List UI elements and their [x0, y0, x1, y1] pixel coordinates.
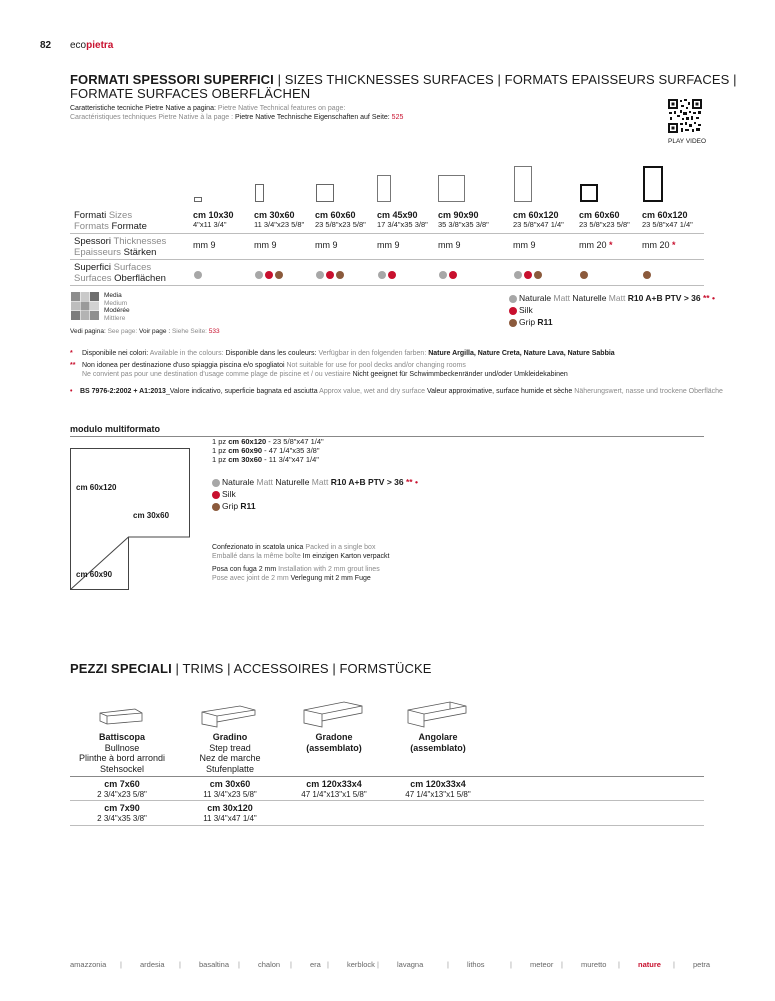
tile-90x90-icon — [438, 175, 465, 202]
red-dot-icon — [388, 271, 396, 279]
thickness-value: mm 9 — [193, 240, 216, 250]
brown-dot-icon — [643, 271, 651, 279]
modulo-tile-c: cm 60x90 — [76, 570, 113, 579]
format-name: cm 90x90 — [438, 210, 479, 220]
grey-dot-icon — [316, 271, 324, 279]
note-text: Approx value, wet and dry surface — [319, 388, 427, 395]
trim-size: cm 7x90 2 3/4"x35 3/8" — [97, 803, 147, 823]
note-text: BS 7976-2:2002 + A1:2013 — [80, 388, 166, 395]
trims-title: PEZZI SPECIALI | TRIMS | ACCESSOIRES | FORMSTÜCKE — [70, 661, 432, 676]
note-text: Nature Argilla, Nature Creta, Nature Lava, Nature Sabbia — [428, 350, 615, 357]
format-name: cm 60x120 — [513, 210, 559, 220]
thickness-cell — [438, 240, 461, 250]
footer-nav-ardesia[interactable]: ardesia — [140, 960, 165, 969]
legend-mark: ** • — [702, 293, 715, 303]
see-it: Vedi pagina: — [70, 328, 108, 335]
variation-en: Medium — [104, 299, 128, 307]
thickness-value: mm 9 — [438, 240, 461, 250]
format-name: cm 60x120 — [642, 210, 688, 220]
gradone-icon — [302, 700, 364, 733]
thickness-cell — [315, 240, 338, 250]
tech-ref-en: Pietre Native Technical features on page: — [217, 105, 346, 112]
tile-30x60-icon — [255, 184, 264, 202]
legend-text: Grip — [519, 317, 538, 327]
trim-size: cm 120x33x4 47 1/4"x13"x1 5/8" — [301, 779, 367, 799]
format-cell — [642, 210, 693, 230]
grey-dot-icon — [255, 271, 263, 279]
note-pool — [70, 361, 750, 379]
divider — [70, 233, 704, 234]
grey-dot-icon — [509, 295, 517, 303]
format-inch: 17 3/4"x35 3/8" — [377, 220, 428, 229]
note-text: Verfügbar in den folgenden farben: — [318, 350, 429, 357]
legend-text: R10 A+B PTV > 36 — [627, 293, 703, 303]
footer-nav-basaltina[interactable]: basaltina — [199, 960, 230, 969]
note-text: Not suitable for use for pool decks and/or changing rooms — [286, 362, 466, 369]
bullnose-icon — [99, 707, 143, 730]
see-en: See page: — [107, 328, 140, 335]
footer-separator: | — [327, 960, 329, 969]
format-inch: 35 3/8"x35 3/8" — [438, 220, 489, 229]
tech-ref-it: Caratteristiche tecniche Pietre Native a pagina: — [70, 105, 218, 112]
thickness-value: mm 20 — [579, 240, 610, 250]
footer-separator: | — [120, 960, 122, 969]
format-cell — [438, 210, 489, 230]
label-en: Sizes — [108, 210, 133, 221]
trim-angolare: Angolare (assemblato) — [410, 732, 466, 753]
format-inch: 23 5/8"x23 5/8" — [315, 220, 366, 229]
tile-10x30-icon — [194, 197, 202, 202]
footer-separator: | — [673, 960, 675, 969]
surface-legend — [509, 292, 715, 328]
tech-ref-fr: Caractéristiques techniques Pietre Native à la page : — [70, 114, 235, 121]
thickness-cell — [579, 240, 613, 250]
trim-battiscopa: Battiscopa Bullnose Plinthe à bord arrondi Stehsockel — [78, 732, 166, 774]
footer-separator: | — [561, 960, 563, 969]
surface-dots — [194, 266, 204, 284]
note-text: Näherungswert, nasse und trockene Oberfläche — [574, 388, 723, 395]
variation-de: Mittlere — [104, 314, 126, 322]
label-fr: Surfaces — [74, 273, 115, 284]
thickness-value: mm 20 — [642, 240, 673, 250]
step-tread-icon — [200, 704, 256, 733]
thickness-mark: * — [609, 240, 613, 250]
trim-gradino: Gradino Step tread Nez de marche Stufenplatte — [199, 732, 261, 774]
row-label-superfici — [74, 262, 166, 284]
footer-nav — [70, 960, 710, 972]
trim-gradone: Gradone (assemblato) — [306, 732, 362, 753]
modulo-piece: 1 pz cm 60x90 - 47 1/4"x35 3/8" — [212, 446, 320, 455]
legend-text: Matt — [553, 293, 573, 303]
divider — [70, 285, 704, 286]
modulo-piece: 1 pz cm 60x120 - 23 5/8"x47 1/4" — [212, 437, 324, 446]
row-label-spessori — [74, 236, 166, 258]
format-inch: 23 5/8"x47 1/4" — [642, 220, 693, 229]
label-de: Oberflächen — [114, 273, 166, 284]
play-video-label[interactable]: PLAY VIDEO — [668, 138, 707, 145]
label-it: Formati — [74, 210, 109, 221]
red-dot-icon — [212, 491, 220, 499]
variation-label — [104, 292, 130, 322]
brand-name: pietra — [86, 40, 114, 51]
grey-dot-icon — [378, 271, 386, 279]
trim-size: cm 30x120 11 3/4"x47 1/4" — [203, 803, 257, 823]
surface-dots — [580, 266, 590, 284]
variation-it: Media — [104, 292, 122, 299]
brand-logo — [70, 40, 113, 51]
thickness-cell — [642, 240, 676, 250]
trim-size: cm 7x60 2 3/4"x23 5/8" — [97, 779, 147, 799]
red-dot-icon — [509, 307, 517, 315]
brown-dot-icon — [212, 503, 220, 511]
divider — [70, 800, 704, 801]
format-inch: 4"x11 3/4" — [193, 220, 227, 229]
legend-silk: Silk — [212, 488, 418, 500]
tech-ref-de: Pietre Native Technische Eigenschaften auf Seite: — [234, 114, 392, 121]
footer-nav-chalon[interactable]: chalon — [258, 960, 281, 969]
format-cell — [315, 210, 366, 230]
note-text: _Valore indicativo, superficie bagnata ed asciutta — [165, 388, 320, 395]
grey-dot-icon — [212, 479, 220, 487]
red-dot-icon — [449, 271, 457, 279]
footer-separator: | — [618, 960, 620, 969]
legend-grip: Grip R11 — [212, 500, 418, 512]
modulo-pieces — [212, 437, 324, 464]
trim-size: cm 30x60 11 3/4"x23 5/8" — [203, 779, 257, 799]
legend-silk — [509, 304, 715, 316]
row-label-formati — [74, 210, 147, 232]
footer-nav-muretto[interactable]: muretto — [581, 960, 607, 969]
footer-nav-kerblock[interactable]: kerblock — [347, 960, 375, 969]
format-name: cm 60x60 — [315, 210, 356, 220]
modulo-title: modulo multiformato — [70, 424, 160, 434]
note-mark: ** — [70, 362, 76, 369]
footer-nav-lavagna[interactable]: lavagna — [397, 960, 424, 969]
angolare-icon — [406, 700, 468, 733]
brown-dot-icon — [580, 271, 588, 279]
trim-size: cm 120x33x4 47 1/4"x13"x1 5/8" — [405, 779, 471, 799]
footer-nav-petra[interactable]: petra — [693, 960, 711, 969]
note-text: Disponibile nei colori: — [82, 350, 150, 357]
note-text: Non idonea per destinazione d'uso spiaggia piscina e/o spogliatoi — [82, 362, 287, 369]
format-name: cm 60x60 — [579, 210, 620, 220]
format-name: cm 30x60 — [254, 210, 295, 220]
red-dot-icon — [265, 271, 273, 279]
legend-text: Silk — [519, 305, 533, 315]
divider — [70, 776, 704, 777]
footer-nav-era[interactable]: era — [310, 960, 321, 969]
legend-naturale: Naturale Matt Naturelle Matt R10 A+B PTV > 36 ** • — [212, 476, 418, 488]
surface-dots — [255, 266, 285, 284]
footer-separator: | — [290, 960, 292, 969]
label-fr: Formats — [74, 221, 112, 232]
format-cell — [579, 210, 630, 230]
brand-prefix: eco — [70, 40, 87, 51]
modulo-diagram — [70, 448, 190, 590]
format-cell — [193, 210, 234, 230]
footer-nav-nature[interactable]: nature — [638, 960, 661, 969]
brown-dot-icon — [275, 271, 283, 279]
footer-nav-amazzonia[interactable]: amazzonia — [70, 960, 107, 969]
divider — [70, 825, 704, 826]
see-page — [70, 327, 220, 336]
legend-naturale — [509, 292, 715, 304]
variation-fr: Modérée — [104, 307, 130, 314]
packing-info: Confezionato in scatola unica Packed in a single box Emballé dans la même boîte Im einzigen Karton verpackt — [212, 544, 390, 560]
footer-separator: | — [447, 960, 449, 969]
thickness-mark: * — [672, 240, 676, 250]
divider — [70, 259, 704, 260]
legend-grip — [509, 316, 715, 328]
tech-ref-page: 525 — [391, 114, 404, 121]
surface-dots — [378, 266, 398, 284]
note-colours — [70, 349, 750, 358]
thickness-cell — [193, 240, 216, 250]
note-text: Nicht geeignet für Schwimmbeckenränder und/oder Umkleidekabinen — [352, 371, 568, 378]
thickness-cell — [377, 240, 400, 250]
page-number: 82 — [40, 40, 52, 51]
variation-swatch — [71, 292, 99, 320]
label-de: Formate — [111, 221, 147, 232]
label-it: Superfici — [74, 262, 114, 273]
legend-text: Naturelle — [572, 293, 609, 303]
surface-dots — [514, 266, 544, 284]
note-text: Valeur approximative, surface humide et sèche — [426, 388, 575, 395]
note-text: Disponible dans les couleurs: — [225, 350, 319, 357]
see-fr: Voir page : — [139, 328, 172, 335]
surface-dots — [439, 266, 459, 284]
note-bs: • BS 7976-2:2002 + A1:2013_Valore indicativo, superficie bagnata ed asciutta Approx value, wet and dry surface Valeur approximative, surface humide et sèche Näherungswert, nasse und trockene Oberfläche — [70, 388, 723, 395]
note-text: Ne convient pas pour une destination d'usage comme plage de piscine et / ou vestiaire — [82, 371, 353, 378]
thickness-value: mm 9 — [377, 240, 400, 250]
thickness-value: mm 9 — [513, 240, 536, 250]
modulo-tile-a: cm 60x120 — [76, 483, 117, 492]
section-title — [70, 72, 737, 87]
section-title-rest: | SIZES THICKNESSES SURFACES | FORMATS EPAISSEURS SURFACES | — [273, 72, 737, 87]
format-name: cm 45x90 — [377, 210, 418, 220]
footer-separator: | — [238, 960, 240, 969]
see-de: Siehe Seite: — [171, 328, 209, 335]
format-inch: 23 5/8"x23 5/8" — [579, 220, 630, 229]
grey-dot-icon — [514, 271, 522, 279]
format-cell — [377, 210, 428, 230]
thickness-cell — [513, 240, 536, 250]
surface-dots — [643, 266, 653, 284]
grey-dot-icon — [439, 271, 447, 279]
note-mark: * — [70, 350, 73, 357]
legend-text: Naturale — [519, 293, 554, 303]
brown-dot-icon — [509, 319, 517, 327]
tech-ref — [70, 104, 403, 122]
footer-separator: | — [179, 960, 181, 969]
tile-60x60-thick-icon — [580, 184, 598, 202]
installation-info: Posa con fuga 2 mm Installation with 2 mm grout lines Pose avec joint de 2 mm Verlegung mit 2 mm Fuge — [212, 566, 380, 582]
legend-text: Matt — [608, 293, 628, 303]
footer-separator: | — [377, 960, 379, 969]
modulo-piece: 1 pz cm 30x60 - 11 3/4"x47 1/4" — [212, 455, 319, 464]
footer-nav-lithos[interactable]: lithos — [467, 960, 485, 969]
label-it: Spessori — [74, 236, 114, 247]
label-en: Thicknesses — [113, 236, 167, 247]
brown-dot-icon — [534, 271, 542, 279]
tile-60x120-thick-icon — [643, 166, 663, 202]
modulo-layout-icon — [70, 448, 190, 590]
thickness-cell — [254, 240, 277, 250]
tile-45x90-icon — [377, 175, 391, 202]
tile-60x120-icon — [514, 166, 532, 202]
section-title-bold: FORMATI SPESSORI SUPERFICI — [70, 72, 274, 87]
label-fr: Epaisseurs — [74, 247, 124, 258]
brown-dot-icon — [336, 271, 344, 279]
thickness-value: mm 9 — [315, 240, 338, 250]
format-inch: 23 5/8"x47 1/4" — [513, 220, 564, 229]
footer-nav-meteor[interactable]: meteor — [530, 960, 554, 969]
red-dot-icon — [524, 271, 532, 279]
tile-60x60-icon — [316, 184, 334, 202]
divider — [70, 436, 704, 437]
legend-text: R11 — [537, 317, 553, 327]
grey-dot-icon — [194, 271, 202, 279]
thickness-value: mm 9 — [254, 240, 277, 250]
format-cell — [513, 210, 564, 230]
footer-separator: | — [510, 960, 512, 969]
surface-dots — [316, 266, 346, 284]
modulo-tile-b: cm 30x60 — [133, 511, 170, 520]
see-page-number: 533 — [208, 328, 220, 335]
modulo-legend — [212, 476, 418, 512]
red-dot-icon — [326, 271, 334, 279]
format-name: cm 10x30 — [193, 210, 234, 220]
qr-code-icon[interactable] — [667, 98, 703, 134]
format-inch: 11 3/4"x23 5/8" — [254, 220, 305, 229]
label-de: Stärken — [123, 247, 157, 258]
note-text: Available in the colours: — [149, 350, 226, 357]
section-title-line2: FORMATE SURFACES OBERFLÄCHEN — [70, 86, 311, 101]
format-cell — [254, 210, 304, 230]
label-en: Surfaces — [113, 262, 152, 273]
